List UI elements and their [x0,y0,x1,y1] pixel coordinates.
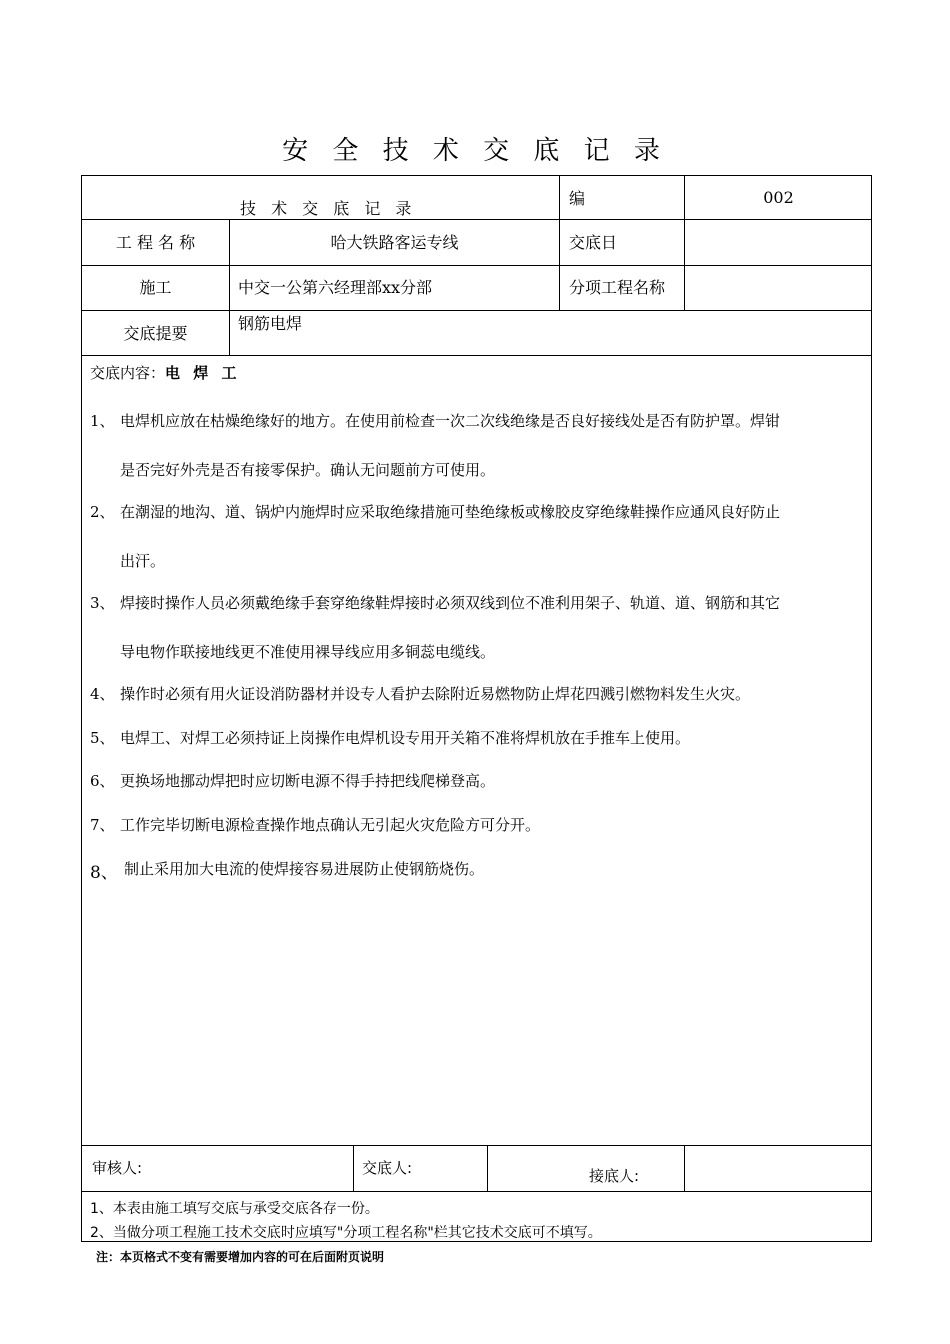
item-text: 操作时必须有用火证设消防器材并设专人看护去除附近易燃物防止焊花四溅引燃物料发生火灾。 [120,685,751,703]
construction-value: 中交一公第六经理部xx分部 [238,278,433,297]
disclosure-form [81,175,872,1242]
row-divider [82,310,871,311]
content-lead-label: 交底内容： [90,364,166,382]
project-value: 哈大铁路客运专线 [330,233,459,252]
item-number: 2、 [90,503,115,521]
content-lead [90,362,240,383]
item-number: 7、 [90,816,115,834]
page-footnote: 注：本页格式不变有需要增加内容的可在后面附页说明 [96,1250,385,1264]
project-label: 工 程 名 称 [115,233,196,252]
summary-label: 交底提要 [123,324,188,343]
form-note: 2、当做分项工程施工技术交底时应填写"分项工程名称"栏其它技术交底可不填写。 [90,1225,602,1241]
subproject-label: 分项工程名称 [569,278,666,297]
item-number: 1、 [90,412,115,430]
row-divider [82,1191,871,1192]
item-text: 在潮湿的地沟、道、锅炉内施焊时应采取绝缘措施可垫绝缘板或橡胶皮穿绝缘鞋操作应通风良好防止 [120,503,781,521]
row-divider [82,265,871,266]
date-label: 交底日 [569,233,618,252]
item-text: 电焊机应放在枯燥绝缘好的地方。在使用前检查一次二次线绝缘是否良好接线处是否有防护罩。焊钳 [120,412,781,430]
item-text: 焊接时操作人员必须戴绝缘手套穿绝缘鞋焊接时必须双线到位不准利用架子、轨道、道、钢筋和其它 [120,594,781,612]
page-title: 安 全 技 术 交 底 记 录 [282,136,668,166]
item-text: 工作完毕切断电源检查操作地点确认无引起火灾危险方可分开。 [120,816,541,834]
item-number: 3、 [90,594,115,612]
item-text: 更换场地挪动焊把时应切断电源不得手持把线爬梯登高。 [120,772,496,790]
row-divider [82,355,871,356]
receiver-label: 接底人: [589,1167,640,1185]
item-text: 电焊工、对焊工必须持证上岗操作电焊机设专用开关箱不准将焊机放在手推车上使用。 [120,729,691,747]
item-number: 5、 [90,729,115,747]
row-divider [82,1145,871,1146]
column-divider [559,176,560,311]
record-label: 技 术 交 底 记 录 [240,199,417,218]
column-divider [353,1145,354,1191]
code-label: 编 [569,189,586,208]
row-divider [82,219,871,220]
code-value: 002 [763,188,794,207]
item-number: 4、 [90,685,115,703]
column-divider [487,1145,488,1191]
column-divider [684,1145,685,1191]
construction-label: 施工 [139,278,172,297]
item-text-continued: 导电物作联接地线更不准使用裸导线应用多铜蕊电缆线。 [120,643,496,661]
discloser-label: 交底人: [362,1159,413,1177]
reviewer-label: 审核人: [92,1159,143,1177]
summary-value: 钢筋电焊 [238,314,303,333]
item-text-continued: 出汗。 [120,552,166,570]
item-text-continued: 是否完好外壳是否有接零保护。确认无问题前方可使用。 [120,461,496,479]
content-lead-topic: 电 焊 工 [165,364,241,382]
item-number: 8、 [90,863,118,883]
form-note: 1、本表由施工填写交底与承受交底各存一份。 [90,1201,379,1217]
item-text: 制止采用加大电流的使焊接容易进展防止使钢筋烧伤。 [124,860,485,878]
item-number: 6、 [90,772,115,790]
